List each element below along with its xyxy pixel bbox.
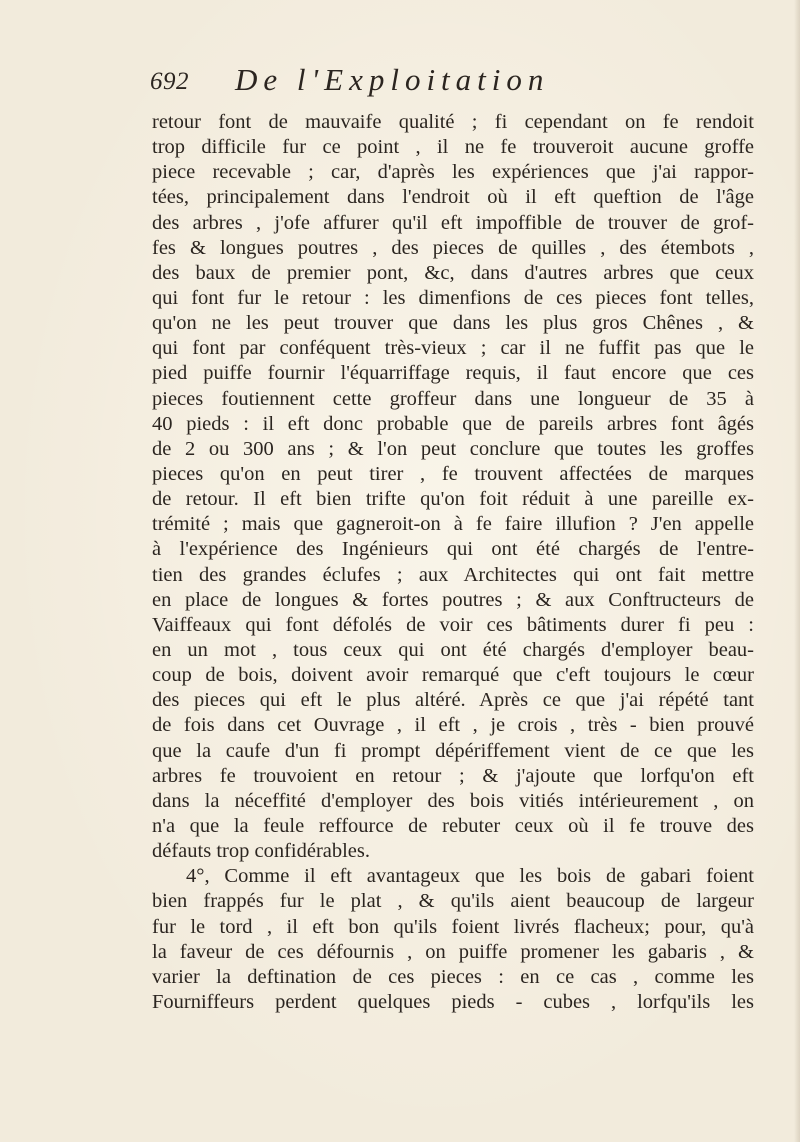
text-line: pieces qu'on en peut tirer , fe trouvent affectées de marques [152, 462, 754, 485]
text-line: que la caufe d'un fi prompt dépériffement vient de ce que les [152, 739, 754, 762]
text-line: des arbres , j'ofe affurer qu'il eft impoffible de trouver de grof- [152, 211, 754, 234]
text-line: varier la deftination de ces pieces : en ce cas , comme les [152, 965, 754, 988]
text-line: qu'on ne les peut trouver que dans les plus gros Chênes , & [152, 312, 754, 335]
text-line: 40 pieds : il eft donc probable que de pareils arbres font âgés [152, 412, 754, 435]
text-line: tien des grandes éclufes ; aux Architectes qui ont fait mettre [152, 563, 754, 586]
text-line: des baux de premier pont, &c, dans d'autres arbres que ceux [152, 261, 754, 284]
text-line: trémité ; mais que gagneroit-on à fe faire illufion ? J'en appelle [152, 513, 754, 536]
text-line: coup de bois, doivent avoir remarqué que c'eft toujours le cœur [152, 664, 754, 687]
text-line: de 2 ou 300 ans ; & l'on peut conclure que toutes les groffes [152, 437, 754, 460]
running-title: De l'Exploitation [235, 62, 550, 97]
paragraph-start-line: 4°, Comme il eft avantageux que les bois de gabari foient [186, 865, 754, 888]
text-line: piece recevable ; car, d'après les expériences que j'ai rappor- [152, 161, 754, 184]
text-line: retour font de mauvaife qualité ; fi cependant on fe rendoit [152, 111, 754, 133]
text-line: arbres fe trouvoient en retour ; & j'ajoute que lorfqu'on eft [152, 764, 754, 787]
text-line: Fourniffeurs perdent quelques pieds - cubes , lorfqu'ils les [152, 990, 754, 1013]
text-line: la faveur de ces défournis , on puiffe promener les gabaris , & [152, 940, 754, 963]
text-line: qui font par conféquent très-vieux ; car il ne fuffit pas que le [152, 337, 754, 360]
text-line: à l'expérience des Ingénieurs qui ont été chargés de l'entre- [152, 538, 754, 561]
text-line: bien frappés fur le plat , & qu'ils aient beaucoup de largeur [152, 890, 754, 913]
text-line: des pieces qui eft le plus altéré. Après ce que j'ai répété tant [152, 689, 754, 712]
text-line: tées, principalement dans l'endroit où il eft queftion de l'âge [152, 186, 754, 209]
body-text [152, 110, 754, 1015]
text-line: fur le tord , il eft bon qu'ils foient livrés flacheux; pour, qu'à [152, 915, 754, 938]
page-number: 692 [150, 68, 189, 95]
text-line: trop difficile fur ce point , il ne fe trouveroit aucune groffe [152, 136, 754, 159]
text-line: dans la néceffité d'employer des bois vitiés intérieurement , on [152, 789, 754, 812]
text-line: en un mot , tous ceux qui ont été chargés d'employer beau- [152, 638, 754, 661]
text-line: n'a que la feule reffource de rebuter ceux où il fe trouve des [152, 814, 754, 837]
text-line: en place de longues & fortes poutres ; & aux Conftructeurs de [152, 588, 754, 611]
text-line: pieces foutiennent cette groffeur dans une longueur de 35 à [152, 387, 754, 410]
text-line: qui font fur le retour : les dimenfions de ces pieces font telles, [152, 286, 754, 309]
text-line: Vaiffeaux qui font défolés de voir ces bâtiments durer fi peu : [152, 613, 754, 636]
page-edge-shadow [794, 0, 800, 1142]
text-line: fes & longues poutres , des pieces de quilles , des étembots , [152, 236, 754, 259]
text-line: de retour. Il eft bien trifte qu'on foit réduit à une pareille ex- [152, 488, 754, 511]
running-head [150, 62, 750, 102]
text-line: de fois dans cet Ouvrage , il eft , je crois , très - bien prouvé [152, 714, 754, 737]
text-line: pied puiffe fournir l'équarriffage requis, il faut encore que ces [152, 362, 754, 385]
paragraph-end-line: défauts trop confidérables. [152, 840, 371, 863]
